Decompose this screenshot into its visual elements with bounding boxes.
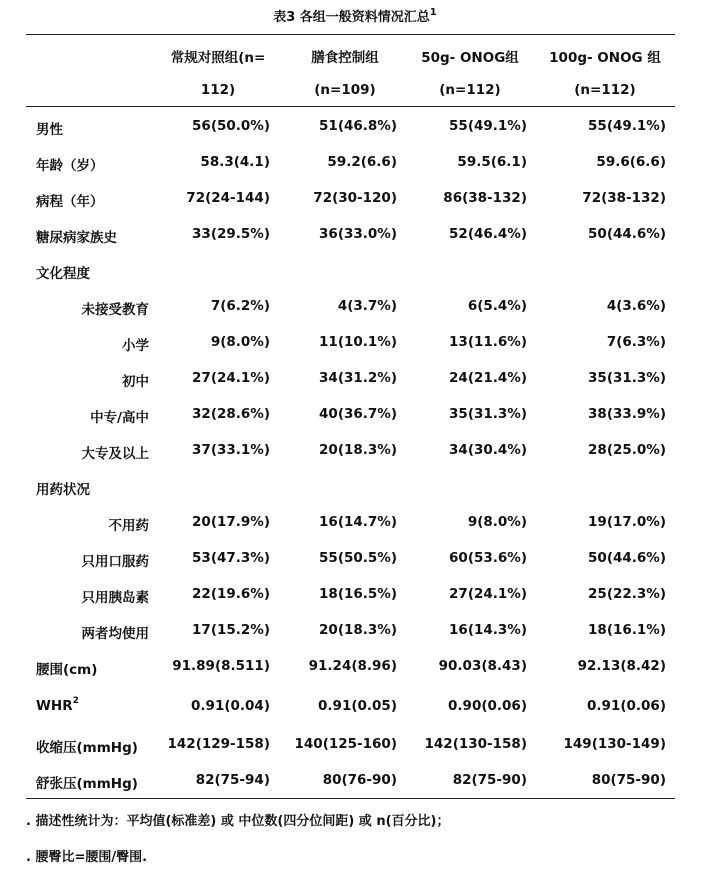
table-cell: 37(33.1%) [192,442,270,458]
table-cell: 142(130-158) [424,736,527,752]
row-label-text: 腰围(cm) [36,662,98,678]
row-label-text: 糖尿病家族史 [36,230,117,246]
table-cell: 17(15.2%) [192,622,270,638]
table-cell: 13(11.6%) [449,334,527,350]
table-caption [0,6,710,25]
table-row [0,736,710,756]
table-cell: 52(46.4%) [449,226,527,242]
table-cell: 82(75-90) [452,772,527,788]
row-label [36,118,63,138]
row-label-text: 男性 [36,122,63,138]
table-cell: 4(3.7%) [337,298,397,314]
column-header-3-line2: (n=112) [439,82,501,98]
row-label [109,514,150,534]
row-label [36,772,138,792]
row-label [82,550,150,570]
table-row [0,118,710,138]
row-label [122,370,149,390]
column-header-4-line2: (n=112) [574,82,636,98]
table-row [0,622,710,642]
table-cell: 27(24.1%) [449,586,527,602]
table-row [0,226,710,246]
table-cell: 16(14.3%) [449,622,527,638]
table-cell: 0.91(0.05) [318,698,397,714]
table-row [0,298,710,318]
table-cell: 36(33.0%) [319,226,397,242]
table-cell: 51(46.8%) [319,118,397,134]
table-bottom-rule [26,798,675,799]
table-row [0,190,710,210]
row-label [90,406,149,426]
row-label [36,262,90,282]
table-row [0,772,710,792]
table-cell: 142(129-158) [167,736,270,752]
column-header-2-line1: 膳食控制组 [311,50,379,66]
table-cell: 22(19.6%) [192,586,270,602]
column-header-3-line1: 50g- ONOG组 [421,50,519,66]
row-label-text: 未接受教育 [81,302,149,318]
table-cell: 4(3.6%) [606,298,666,314]
table-row [0,370,710,390]
header-bottom-rule [26,106,675,107]
table-cell: 58.3(4.1) [200,154,270,170]
row-label-text: 只用胰岛素 [81,590,149,606]
caption-title: 表3 各组一般资料情况汇总 [273,10,430,25]
table-row [0,262,710,282]
row-label-text: 只用口服药 [81,554,149,570]
table-cell: 35(31.3%) [449,406,527,422]
row-label [36,154,104,174]
table-cell: 38(33.9%) [588,406,666,422]
row-label [122,334,149,354]
table-cell: 92.13(8.42) [577,658,666,674]
row-label [82,298,150,318]
table-cell: 53(47.3%) [192,550,270,566]
row-label-text: 中专/高中 [90,410,149,426]
row-label [36,190,104,210]
row-label-text: 初中 [122,374,149,390]
table-cell: 80(76-90) [322,772,397,788]
row-label-text: WHR [36,698,73,714]
row-label [36,736,138,756]
row-label [36,698,79,714]
table-cell: 59.6(6.6) [596,154,666,170]
table-row [0,442,710,462]
row-label-text: 大专及以上 [81,446,149,462]
table-cell: 19(17.0%) [588,514,666,530]
table-cell: 18(16.1%) [588,622,666,638]
table-cell: 0.91(0.06) [587,698,666,714]
table-cell: 7(6.2%) [210,298,270,314]
footnote-1: . 描述性统计为：平均值(标准差) 或 中位数(四分位间距) 或 n(百分比)； [26,814,450,829]
table-cell: 91.24(8.96) [308,658,397,674]
table-cell: 59.5(6.1) [457,154,527,170]
row-label-text: 舒张压(mmHg) [36,776,138,792]
table-cell: 20(18.3%) [319,442,397,458]
table-cell: 56(50.0%) [192,118,270,134]
table-row [0,478,710,498]
table-row [0,550,710,570]
row-label [82,442,150,462]
table-cell: 11(10.1%) [319,334,397,350]
table-cell: 28(25.0%) [588,442,666,458]
table-cell: 55(49.1%) [449,118,527,134]
table-cell: 34(31.2%) [319,370,397,386]
row-label-text: 不用药 [108,518,149,534]
table-top-rule [26,34,675,35]
table-cell: 50(44.6%) [588,226,666,242]
table-cell: 20(18.3%) [319,622,397,638]
table-cell: 50(44.6%) [588,550,666,566]
caption-footnote-mark: 1 [429,6,437,18]
table-cell: 9(8.0%) [210,334,270,350]
table-cell: 0.90(0.06) [448,698,527,714]
table-cell: 72(24-144) [186,190,270,206]
table-cell: 149(130-149) [563,736,666,752]
table-cell: 27(24.1%) [192,370,270,386]
row-label [36,658,97,678]
table-row [0,154,710,174]
table-row [0,514,710,534]
table-row [0,586,710,606]
table-cell: 80(75-90) [591,772,666,788]
table-cell: 18(16.5%) [319,586,397,602]
row-label-text: 收缩压(mmHg) [36,740,138,756]
table-cell: 90.03(8.43) [438,658,527,674]
row-label-text: 病程（年） [36,194,104,210]
row-label [82,586,150,606]
table-cell: 72(30-120) [313,190,397,206]
column-header-1-line1: 常规对照组(n= [170,50,266,66]
table-cell: 35(31.3%) [588,370,666,386]
table-cell: 86(38-132) [443,190,527,206]
table-row [0,406,710,426]
table-row [0,334,710,354]
table-cell: 55(50.5%) [319,550,397,566]
row-label-text: 小学 [122,338,149,354]
column-header-1-line2: 112) [200,82,236,98]
table-cell: 34(30.4%) [449,442,527,458]
column-header-4-line1: 100g- ONOG 组 [549,50,661,66]
row-label-text: 用药状况 [36,482,90,498]
table-row [0,698,710,718]
row-label-footnote-mark: 2 [72,696,79,706]
table-cell: 32(28.6%) [192,406,270,422]
table-cell: 55(49.1%) [588,118,666,134]
table-cell: 9(8.0%) [467,514,527,530]
table-cell: 6(5.4%) [467,298,527,314]
row-label [36,226,117,246]
table-cell: 59.2(6.6) [327,154,397,170]
footnote-2: . 腰臀比=腰围/臀围. [26,850,148,865]
column-header-2-line2: (n=109) [314,82,376,98]
table-row [0,658,710,678]
table-cell: 16(14.7%) [319,514,397,530]
row-label [36,478,90,498]
row-label [82,622,150,642]
table-cell: 60(53.6%) [449,550,527,566]
table-cell: 25(22.3%) [588,586,666,602]
table-cell: 24(21.4%) [449,370,527,386]
table-cell: 82(75-94) [195,772,270,788]
row-label-text: 年龄（岁） [36,158,104,174]
row-label-text: 两者均使用 [81,626,149,642]
table-cell: 0.91(0.04) [191,698,270,714]
row-label-text: 文化程度 [36,266,90,282]
table-cell: 20(17.9%) [192,514,270,530]
table-cell: 140(125-160) [294,736,397,752]
table-cell: 72(38-132) [582,190,666,206]
table-cell: 33(29.5%) [192,226,270,242]
table-cell: 7(6.3%) [606,334,666,350]
table-cell: 91.89(8.511) [172,658,270,674]
table-cell: 40(36.7%) [319,406,397,422]
